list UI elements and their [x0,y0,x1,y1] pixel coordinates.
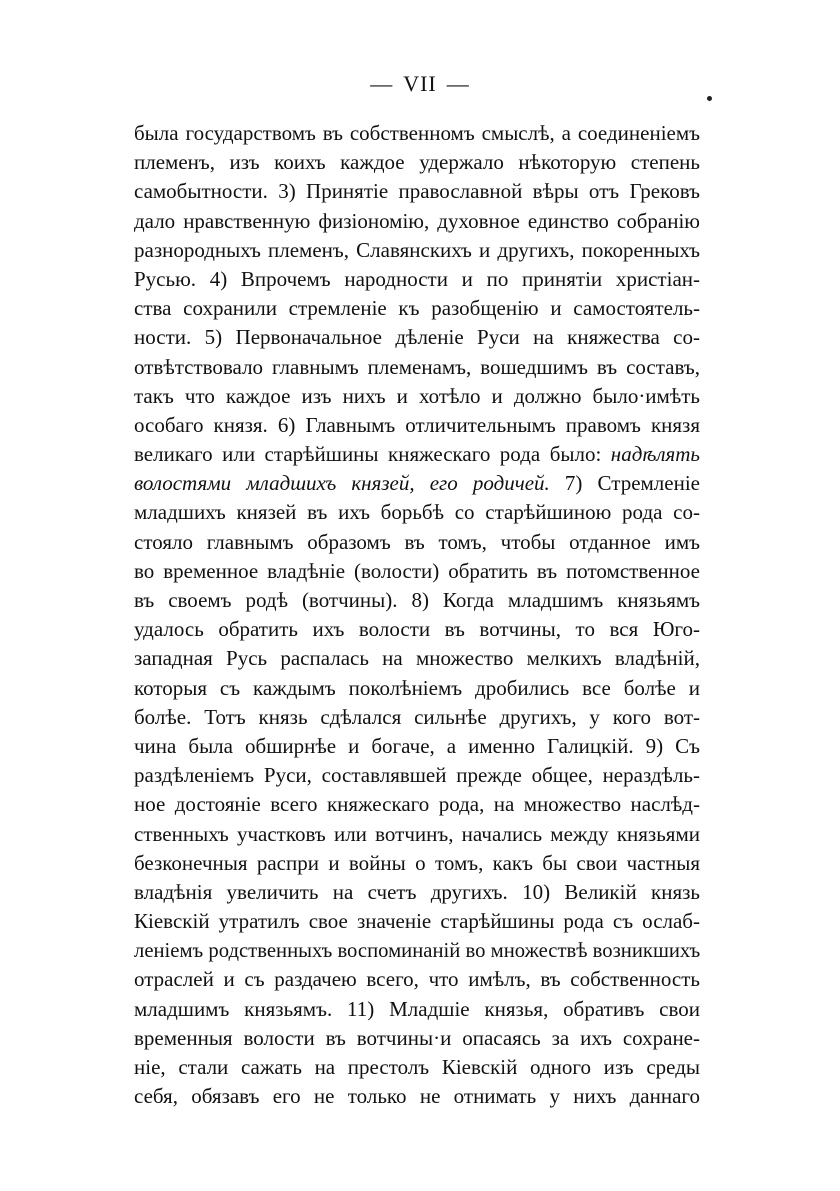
text-segment: великаго или старѣйшины княжескаго рода было: [134,442,611,467]
text-line: временныя волости въ вотчины·и опасаясь за ихъ сохране- [134,1025,700,1050]
text-line: особаго князя. 6) Главнымъ отличительнымъ правомъ князя [134,412,700,437]
text-line: Русью. 4) Впрочемъ народности и по принятiи христiан- [134,266,700,291]
text-line: удалось обратить ихъ волости въ вотчины, то вся Юго- [134,617,700,642]
text-line: нiе, стали сажать на престолъ Кiевскiй одного изъ среды [134,1055,700,1079]
header-dash-left: — [370,71,394,96]
text-line: Кiевскiй утратилъ свое значенiе старѣйшины рода съ ослаб- [134,909,700,934]
text-line: ности. 5) Первоначальное дѣленiе Руси на княжества со- [134,325,700,350]
text-line-with-italic [134,440,700,469]
ink-speck [707,96,712,101]
text-line: чина была обширнѣе и богаче, а именно Галицкiй. 9) Съ [134,733,700,758]
text-line: самобытности. 3) Принятiе православной вѣры отъ Грековъ [134,179,700,204]
text-line: себя, обязавъ его не только не отнимать у нихъ даннаго [134,1084,700,1109]
text-line: такъ что каждое изъ нихъ и хотѣло и должно было·имѣть [134,383,700,408]
text-line: раздѣленiемъ Руси, составлявшей прежде общее, нераздѣль- [134,763,700,788]
text-line-with-italic [134,469,700,498]
text-line: разнородныхъ племенъ, Славянскихъ и другихъ, покоренныхъ [134,237,700,262]
text-line: безконечныя распри и войны о томъ, какъ бы свои частныя [134,850,700,875]
text-line: младшихъ князей въ ихъ борьбѣ со старѣйшиною рода со- [134,500,700,525]
text-line: была государствомъ въ собственномъ смыслѣ, а соединенiемъ [134,121,700,145]
text-line: западная Русь распалась на множество мелкихъ владѣнiй, [134,646,700,671]
italic-phrase: надѣлять [610,442,700,467]
text-line: которыя съ каждымъ поколѣнiемъ дробились все болѣе и [134,675,700,700]
text-line: въ своемъ родѣ (вотчины). 8) Когда младшимъ князьямъ [134,588,700,612]
page-number: VII [403,71,437,96]
text-line: ства сохранили стремленiе къ разобщенiю и самостоятель- [134,296,700,321]
text-line: стояло главнымъ образомъ въ томъ, чтобы отданное имъ [134,529,700,554]
text-line: племенъ, изъ коихъ каждое удержало нѣкоторую степень [134,150,700,175]
text-line: ное достоянiе всего княжескаго рода, на множество наслѣд- [134,792,700,817]
text-line: ленiемъ родственныхъ воспоминанiй во множествѣ возникшихъ [134,938,701,963]
text-line: во временное владѣнiе (волости) обратить въ потомственное [134,558,700,583]
text-line: дало нравственную физiономiю, духовное единство собранiю [134,208,700,233]
text-line: отраслей и съ раздачею всего, что имѣлъ, въ собственность [134,967,700,992]
text-line: младшимъ князьямъ. 11) Младшiе князья, обративъ свои [134,996,700,1021]
body-text [134,119,700,1111]
text-line: отвѣтствовало главнымъ племенамъ, вошедшимъ въ составъ, [134,354,700,379]
text-line: болѣе. Тотъ князь сдѣлался сильнѣе другихъ, у кого вот- [134,704,700,729]
page-header [0,70,840,98]
text-line: ственныхъ участковъ или вотчинъ, начались между князьями [134,821,700,846]
italic-phrase: волостями младшихъ князей, его родичей. [134,471,550,496]
text-line: владѣнiя увеличить на счетъ другихъ. 10) Великiй князь [134,879,700,904]
header-dash-right: — [446,71,470,96]
text-segment: 7) Стремленiе [549,471,701,496]
